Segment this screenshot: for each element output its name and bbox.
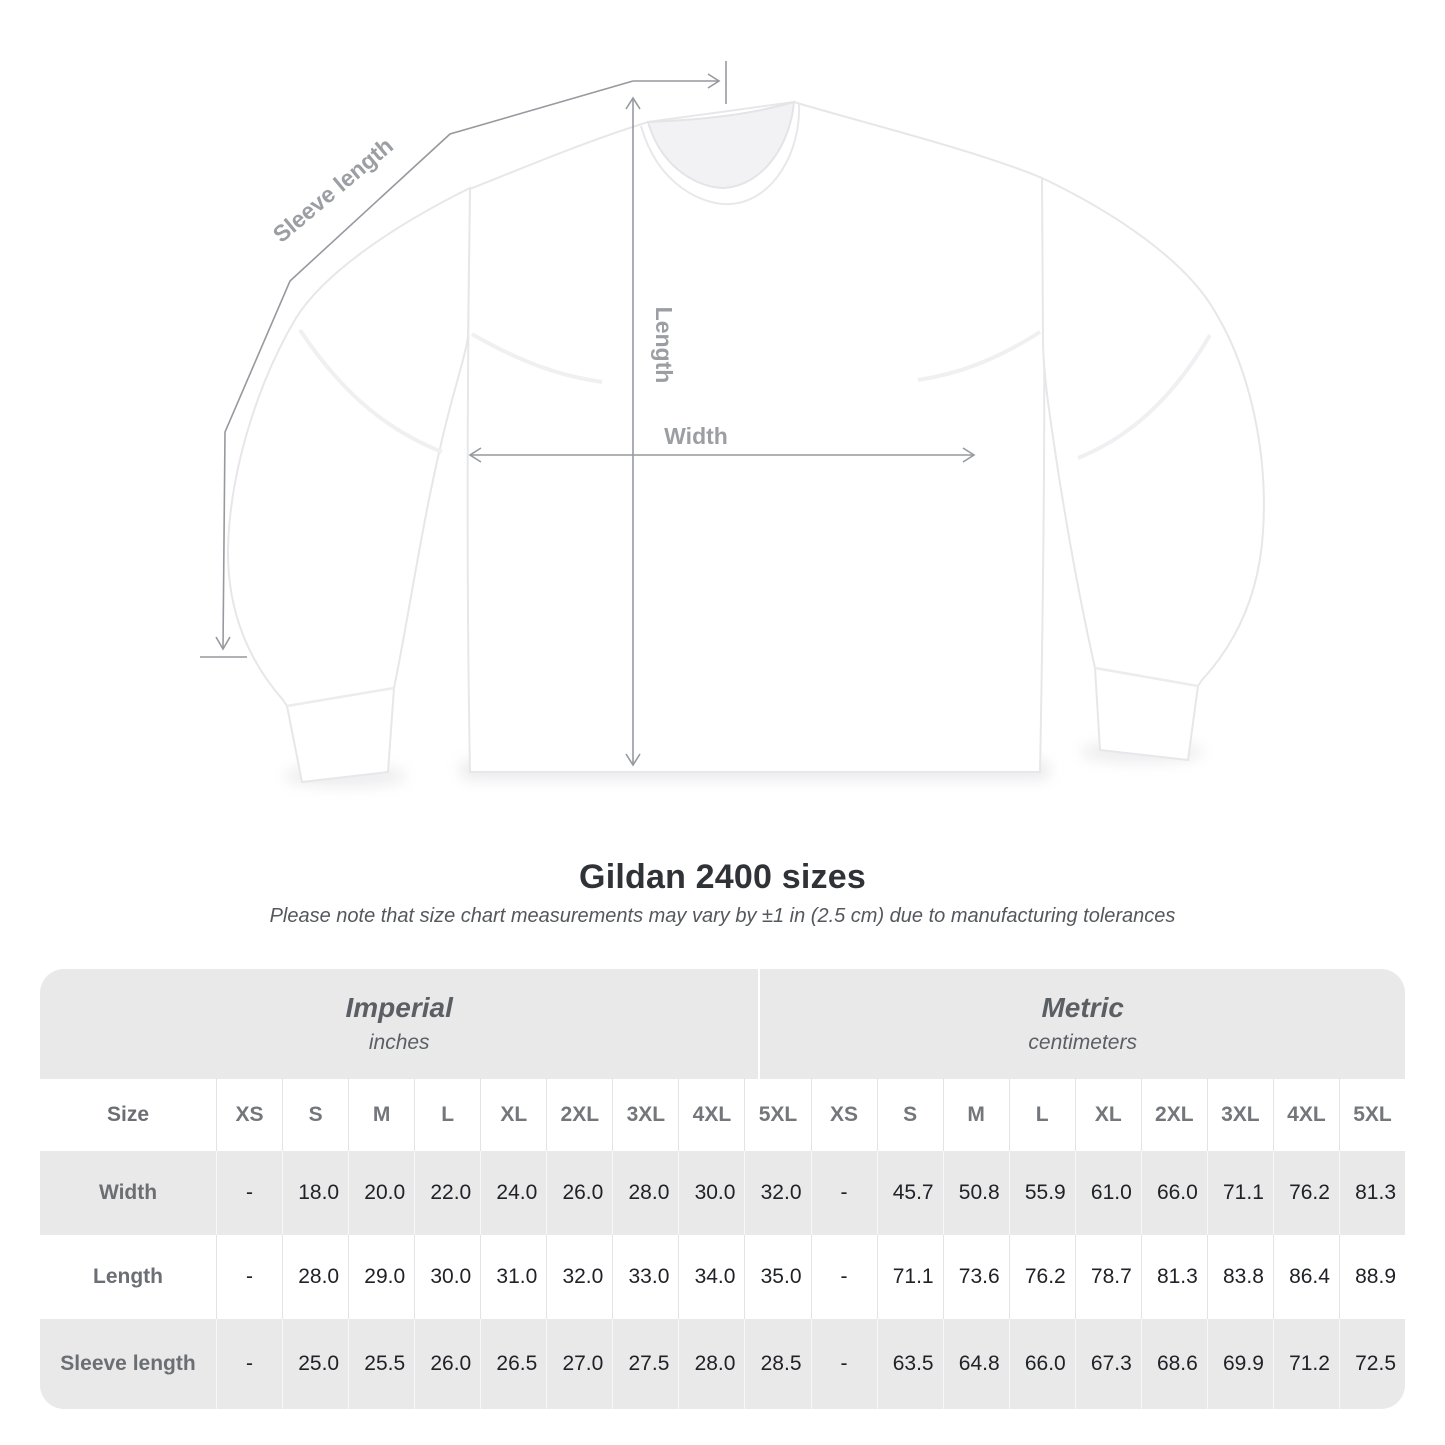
sleeve-metric-m: 64.8 (943, 1319, 1009, 1409)
length-imperial-l: 30.0 (414, 1235, 480, 1319)
width-metric-5xl: 81.3 (1339, 1151, 1405, 1235)
sleeve-metric-5xl: 72.5 (1339, 1319, 1405, 1409)
sleeve-imperial-l: 26.0 (414, 1319, 480, 1409)
size-header-imperial-m: M (348, 1079, 414, 1151)
length-imperial-3xl: 33.0 (612, 1235, 678, 1319)
page-subtitle: Please note that size chart measurements may vary by ±1 in (2.5 cm) due to manufacturing tolerances (269, 904, 1176, 927)
width-imperial-xs: - (216, 1151, 282, 1235)
width-imperial-s: 18.0 (282, 1151, 348, 1235)
width-metric-4xl: 76.2 (1273, 1151, 1339, 1235)
sleeve-metric-xl: 67.3 (1075, 1319, 1141, 1409)
size-header-metric-xs: XS (811, 1079, 877, 1151)
width-imperial-4xl: 30.0 (678, 1151, 744, 1235)
width-metric-m: 50.8 (943, 1151, 1009, 1235)
length-metric-xs: - (811, 1235, 877, 1319)
imperial-unit-label: inches (368, 1031, 430, 1055)
sleeve-metric-2xl: 68.6 (1141, 1319, 1207, 1409)
length-imperial-4xl: 34.0 (678, 1235, 744, 1319)
shirt-left-sleeve (228, 188, 470, 782)
sleeve-metric-xs: - (811, 1319, 877, 1409)
width-metric-l: 55.9 (1009, 1151, 1075, 1235)
width-imperial-l: 22.0 (414, 1151, 480, 1235)
imperial-title: Imperial (345, 992, 453, 1024)
unit-group-header-row (40, 969, 1405, 1079)
length-metric-5xl: 88.9 (1339, 1235, 1405, 1319)
length-imperial-2xl: 32.0 (546, 1235, 612, 1319)
sleeve-metric-3xl: 69.9 (1207, 1319, 1273, 1409)
length-metric-m: 73.6 (943, 1235, 1009, 1319)
size-header-imperial-s: S (282, 1079, 348, 1151)
length-metric-2xl: 81.3 (1141, 1235, 1207, 1319)
sleeve-metric-s: 63.5 (877, 1319, 943, 1409)
sleeve-imperial-4xl: 28.0 (678, 1319, 744, 1409)
metric-title: Metric (1041, 992, 1124, 1024)
size-header-imperial-3xl: 3XL (612, 1079, 678, 1151)
size-header-row (40, 1079, 1405, 1151)
metric-group-header (758, 969, 1405, 1079)
shirt-body (468, 102, 1044, 772)
sleeve-metric-l: 66.0 (1009, 1319, 1075, 1409)
sleeve-imperial-5xl: 28.5 (744, 1319, 810, 1409)
width-imperial-m: 20.0 (348, 1151, 414, 1235)
size-header-metric-5xl: 5XL (1339, 1079, 1405, 1151)
size-header-metric-l: L (1009, 1079, 1075, 1151)
width-metric-xl: 61.0 (1075, 1151, 1141, 1235)
width-row-label: Width (98, 1180, 158, 1204)
length-row (40, 1235, 1405, 1319)
sleeve-length-diagram-label: Sleeve length (267, 132, 399, 248)
length-row-label: Length (93, 1264, 163, 1288)
length-metric-s: 71.1 (877, 1235, 943, 1319)
size-chart-table (40, 969, 1405, 1409)
sleeve-imperial-xl: 26.5 (480, 1319, 546, 1409)
width-imperial-xl: 24.0 (480, 1151, 546, 1235)
sleeve-imperial-m: 25.5 (348, 1319, 414, 1409)
length-imperial-xl: 31.0 (480, 1235, 546, 1319)
size-header-imperial-xl: XL (480, 1079, 546, 1151)
length-diagram-label: Length (651, 306, 677, 384)
size-header-metric-2xl: 2XL (1141, 1079, 1207, 1151)
size-header-imperial-4xl: 4XL (678, 1079, 744, 1151)
size-header-metric-4xl: 4XL (1273, 1079, 1339, 1151)
size-header-imperial-l: L (414, 1079, 480, 1151)
width-metric-3xl: 71.1 (1207, 1151, 1273, 1235)
width-metric-2xl: 66.0 (1141, 1151, 1207, 1235)
size-header-metric-xl: XL (1075, 1079, 1141, 1151)
size-header-imperial-xs: XS (216, 1079, 282, 1151)
size-header-metric-m: M (943, 1079, 1009, 1151)
width-imperial-5xl: 32.0 (744, 1151, 810, 1235)
sleeve-metric-4xl: 71.2 (1273, 1319, 1339, 1409)
sleeve-imperial-3xl: 27.5 (612, 1319, 678, 1409)
length-imperial-s: 28.0 (282, 1235, 348, 1319)
width-row (40, 1151, 1405, 1235)
sleeve-imperial-xs: - (216, 1319, 282, 1409)
sleeve-length-row (40, 1319, 1405, 1409)
page-title: Gildan 2400 sizes (579, 858, 866, 896)
length-imperial-m: 29.0 (348, 1235, 414, 1319)
width-imperial-2xl: 26.0 (546, 1151, 612, 1235)
size-header-imperial-5xl: 5XL (744, 1079, 810, 1151)
sleeve-imperial-2xl: 27.0 (546, 1319, 612, 1409)
length-imperial-5xl: 35.0 (744, 1235, 810, 1319)
imperial-group-header (40, 969, 758, 1079)
shirt-illustration (228, 102, 1264, 787)
length-metric-l: 76.2 (1009, 1235, 1075, 1319)
shirt-right-sleeve (1042, 178, 1264, 760)
width-imperial-3xl: 28.0 (612, 1151, 678, 1235)
size-header-metric-s: S (877, 1079, 943, 1151)
length-metric-xl: 78.7 (1075, 1235, 1141, 1319)
length-metric-3xl: 83.8 (1207, 1235, 1273, 1319)
size-column-header: Size (106, 1102, 150, 1126)
length-metric-4xl: 86.4 (1273, 1235, 1339, 1319)
width-metric-xs: - (811, 1151, 877, 1235)
width-metric-s: 45.7 (877, 1151, 943, 1235)
size-header-imperial-2xl: 2XL (546, 1079, 612, 1151)
sleeve-length-row-label: Sleeve length (60, 1351, 196, 1375)
width-diagram-label: Width (664, 423, 728, 449)
sleeve-imperial-s: 25.0 (282, 1319, 348, 1409)
length-imperial-xs: - (216, 1235, 282, 1319)
size-header-metric-3xl: 3XL (1207, 1079, 1273, 1151)
metric-unit-label: centimeters (1028, 1031, 1137, 1055)
